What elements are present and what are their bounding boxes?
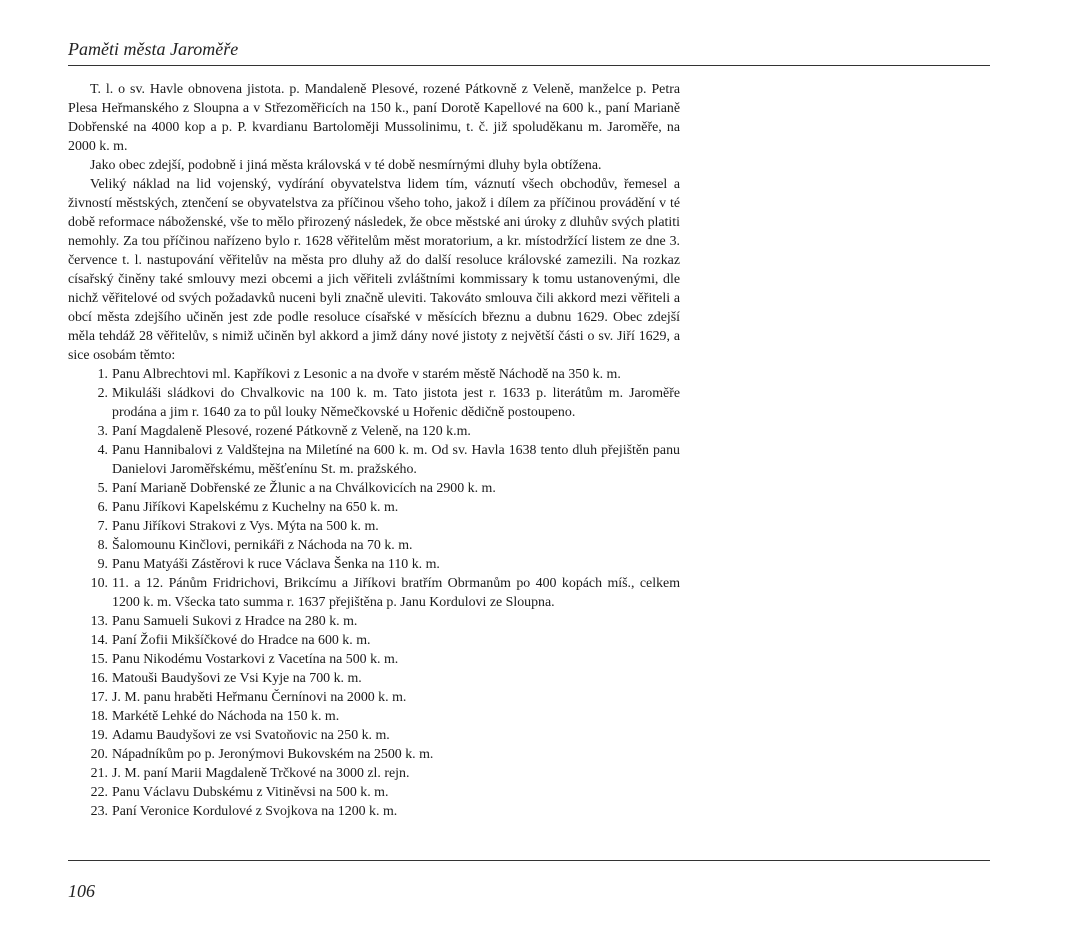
item-number: 10. (90, 576, 108, 591)
item-text: Paní Žofii Mikšíčkové do Hradce na 600 k. m. (112, 633, 371, 648)
item-number: 14. (90, 633, 108, 648)
list-item (68, 422, 680, 441)
item-text: Markétě Lehké do Náchoda na 150 k. m. (112, 709, 340, 724)
item-text: Paní Marianě Dobřenské ze Žlunic a na Chválkovicích na 2900 k. m. (112, 481, 496, 496)
item-number: 8. (97, 538, 108, 553)
list-item (68, 612, 680, 631)
item-number: 19. (90, 728, 108, 743)
item-text: Matouši Baudyšovi ze Vsi Kyje na 700 k. m. (112, 671, 362, 686)
item-text: Panu Jiříkovi Kapelskému z Kuchelny na 650 k. m. (112, 500, 399, 515)
list-item (68, 802, 680, 821)
item-number: 9. (97, 557, 108, 572)
list-item (68, 783, 680, 802)
list-item (68, 688, 680, 707)
paragraph: Veliký náklad na lid vojenský, vydírání obyvatelstva lidem tím, váznutí všech obchodův, řemesel a živností městských, ztenčení se obyvatelstva za příčinou všeho toho, jakož i dílem za příčinou provádění v té době reformace náboženské, vše to mělo přirozený následek, že obce městské ani úroky z dluhův svých platiti nemohly. Za tou příčinou nařízeno bylo r. 1628 věřitelům měst moratorium, a kr. místodržící listem ze dne 3. července t. l. nastupování věřitelův na města pro dluhy až do další resoluce královské zamezili. Na rozkaz císařský činěny také smlouvy mezi obcemi a jich věřiteli zvláštními kommissary k tomu ustanovenými, dle nichž věřitelové od svých požadavků nuceni byli značně uleviti. Takováto smlouva čili akkord mezi věřiteli a obcí města zdejšího učiněn jest zde podle resoluce císařské v měsících březnu a dubnu 1629. Obec zdejší měla tehdáž 28 věřitelův, s nimiž učiněn byl akkord a jimž dány nové jistoty z největší části o sv. Jiří 1629, a sice osobám těmto: (68, 177, 680, 363)
item-text: J. M. paní Marii Magdaleně Trčkové na 3000 zl. rejn. (112, 766, 410, 781)
item-number: 7. (97, 519, 108, 534)
item-text: Panu Nikodému Vostarkovi z Vacetína na 500 k. m. (112, 652, 399, 667)
item-number: 23. (90, 804, 108, 819)
item-number: 6. (97, 500, 108, 515)
item-number: 4. (97, 443, 108, 458)
page-number: 106 (68, 881, 95, 901)
item-number: 21. (90, 766, 108, 781)
list-item (68, 726, 680, 745)
footer-rule (68, 860, 990, 861)
item-number: 18. (90, 709, 108, 724)
creditor-list (68, 365, 680, 821)
item-number: 13. (90, 614, 108, 629)
running-title: Paměti města Jaroměře (68, 39, 239, 59)
item-text: Panu Václavu Dubskému z Vitiněvsi na 500 k. m. (112, 785, 389, 800)
item-text: Panu Matyáši Zástěrovi k ruce Václava Šenka na 110 k. m. (112, 557, 440, 572)
item-number: 17. (90, 690, 108, 705)
item-text: Nápadníkům po p. Jeronýmovi Bukovském na 2500 k. m. (112, 747, 434, 762)
list-item (68, 517, 680, 536)
page-body (68, 80, 680, 821)
list-item (68, 631, 680, 650)
paragraph: T. l. o sv. Havle obnovena jistota. p. Mandaleně Plesové, rozené Pátkovně z Veleně, manželce p. Petra Plesa Heřmanského z Sloupna a v Střezoměřicích na 150 k., paní Dorotě Kapellové na 600 k., paní Marianě Dobřenské na 4000 kop a p. P. kvardianu Bartoloměji Mussolinimu, t. č. již spoluděkanu m. Jaroměře, na 2000 k. m. (68, 82, 680, 154)
item-number: 3. (97, 424, 108, 439)
item-text: Mikuláši sládkovi do Chvalkovic na 100 k. m. Tato jistota jest r. 1633 p. literátům m. Jaroměře prodána a jim r. 1640 za to půl louky Němečkovské u Hořenic dědičně postoupeno. (112, 386, 680, 420)
list-item (68, 536, 680, 555)
paragraph: Jako obec zdejší, podobně i jiná města královská v té době nesmírnými dluhy byla obtížena. (90, 158, 602, 173)
list-item (68, 764, 680, 783)
list-item (68, 498, 680, 517)
item-text: Panu Albrechtovi ml. Kapříkovi z Lesonic a na dvoře v starém městě Náchodě na 350 k. m. (112, 367, 621, 382)
item-text: J. M. panu hraběti Heřmanu Černínovi na 2000 k. m. (112, 690, 407, 705)
list-item (68, 365, 680, 384)
item-number: 20. (90, 747, 108, 762)
list-item (68, 707, 680, 726)
item-number: 22. (90, 785, 108, 800)
list-item (68, 574, 680, 612)
item-text: Paní Magdaleně Plesové, rozené Pátkovně z Veleně, na 120 k.m. (112, 424, 471, 439)
item-text: Adamu Baudyšovi ze vsi Svatoňovic na 250 k. m. (112, 728, 390, 743)
list-item (68, 384, 680, 422)
item-text: Paní Veronice Kordulové z Svojkova na 1200 k. m. (112, 804, 398, 819)
item-text: Šalomounu Kinčlovi, pernikáři z Náchoda na 70 k. m. (112, 538, 413, 553)
item-number: 1. (97, 367, 108, 382)
list-item (68, 745, 680, 764)
item-text: Panu Jiříkovi Strakovi z Vys. Mýta na 500 k. m. (112, 519, 379, 534)
header-rule (68, 65, 990, 66)
list-item (68, 479, 680, 498)
list-item (68, 650, 680, 669)
item-number: 16. (90, 671, 108, 686)
item-number: 15. (90, 652, 108, 667)
item-text: Panu Hannibalovi z Valdštejna na Miletíné na 600 k. m. Od sv. Havla 1638 tento dluh přejištěn panu Danielovi Jaroměřskému, měšťenínu St. m. pražského. (112, 443, 680, 477)
item-text: Panu Samueli Sukovi z Hradce na 280 k. m. (112, 614, 358, 629)
item-number: 2. (97, 386, 108, 401)
list-item (68, 441, 680, 479)
list-item (68, 555, 680, 574)
list-item (68, 669, 680, 688)
item-number: 5. (97, 481, 108, 496)
item-text: 11. a 12. Pánům Fridrichovi, Brikcímu a Jiříkovi bratřím Obrmanům po 400 kopách míš., celkem 1200 k. m. Všecka tato summa r. 1637 přejištěna p. Janu Kordulovi ze Sloupna. (112, 576, 680, 610)
